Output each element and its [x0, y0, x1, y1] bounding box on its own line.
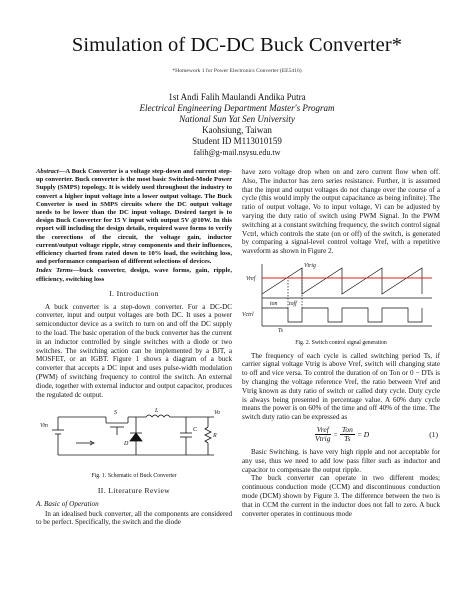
author-email[interactable]: falih@g-mail.nsysu.edu.tw [193, 148, 281, 157]
author-location: Kaohsiung, Taiwan [202, 125, 272, 135]
left-column [36, 168, 232, 527]
eq-fraction-ton-ts [340, 426, 355, 445]
schematic-label-capacitor: C [193, 427, 198, 434]
label-vtrig: Vtrig [304, 262, 316, 269]
label-vctrl: Vctrl [242, 311, 254, 318]
eq-numerator-ton: Ton [341, 424, 353, 434]
abstract [36, 168, 232, 266]
label-ts: Ts [278, 327, 283, 334]
duty-cycle-paragraph: The frequency of each cycle is called switching period Ts, if carrier signal voltage Vtrig is above Vref, switch will changing state to off and vice versa. To control the duration of on Ton or 0 − DTs is by changing the voltage reference Vref, the ratio between Vref and Vtrig known as duty ratio of switch or called duty cycle. Duty cycle is always being presented in percentage value. A 60% duty cycle means the power is on 60% of the time and off 40% of the time. The switch duty ratio can be expressed as [242, 351, 440, 422]
author-name: 1st Andi Falih Maulandi Andika Putra [168, 92, 306, 102]
buck-converter-schematic [36, 403, 232, 467]
eq-rhs: = D [356, 429, 370, 439]
equation-1 [242, 422, 440, 448]
right-column [242, 168, 440, 518]
author-student-id: Student ID M113010159 [192, 136, 282, 146]
label-ton: ton [270, 300, 278, 307]
figure-2 [242, 260, 440, 348]
figure-1-caption: Fig. 1. Schematic of Buck Converter [91, 473, 177, 480]
pwm-signal-diagram [242, 260, 440, 334]
literature-paragraph: In an idealised buck converter, all the components are considered to be perfect. Specifically, the switch and the diode [36, 509, 232, 527]
operation-paragraph-continued: have zero voltage drop when on and zero current flow when off. Also, The inductor has zero series resistance. Further, it is assumed that the input and output voltages do not change over the course of a cycle (this would imply the output capacitance as being infinite). The ratio of output voltage, Vo to input voltage, Vi can be adjusted by varying the duty ratio of switch using PWM Signal. In the PWM switching at a constant switching frequency, the switch control signal Vctrl, which controls the state (on or off) of the switch, is generated by comparing a signal-level control voltage Vref, with a repetitive waveform as shown in Figure 2. [242, 168, 440, 256]
index-terms-lead: Index Terms [36, 267, 73, 275]
abstract-text: —A Buck Converter is a voltage step-down and current step-up converter. Buck converter is the most basic Switched-Mode Power Supply (SMPS) topology. It is widely used throughout the industry to convert a higher input voltage into a lower output voltage. The Buck Converter is used in SMPS circuits where the DC output voltage needs to be lower than the DC input voltage. Desired target is to design Buck Converter for 15 V input with output 5V @10W. In this report will including the design details, required wave forms to verify the corrections of the circuit, the voltage gain, inductor current/output voltage ripple, stray components and their influences, efficiency charted from rated down to 10% load, the switching loss, and performance comparison of different selections of devices. [36, 168, 232, 266]
author-university: National Sun Yat Sen University [179, 114, 295, 124]
label-vref: Vref [246, 275, 256, 282]
eq-denominator-ts: Ts [344, 434, 351, 444]
equation-number: (1) [429, 429, 438, 439]
author-block [0, 92, 474, 158]
figure-1 [36, 403, 232, 481]
introduction-paragraph: A buck converter is a step-down converter. For a DC-DC converter, input and output voltages are both DC. It uses a power semiconductor device as a switch to turn on and off the DC supply to the load. The basic operation of the buck converter has the current in an inductor controlled by single switches with a diode or two switches. The switching action can be implemented by a BJT, a MOSFET, or an IGBT. Figure 1 shows a diagram of a buck converter that accepts a DC input and uses pulse-width modulation (PWM) of switching frequency to control the switch. An external diode, together with external inductor and output capacitor, produces the regulated dc output. [36, 302, 232, 399]
figure-2-caption: Fig. 2. Switch control signal generation [295, 339, 387, 346]
schematic-label-resistor: R [213, 433, 217, 440]
subsection-basic-of-operation: A. Basic of Operation [36, 499, 99, 508]
schematic-label-diode: D [124, 441, 129, 448]
abstract-lead: Abstract [36, 168, 59, 175]
eq-denominator-vtrig: Vtrig [315, 434, 331, 444]
index-terms [36, 267, 232, 283]
author-department: Electrical Engineering Department Master's Program [139, 103, 335, 113]
schematic-label-inductor: L [155, 408, 159, 415]
section-heading-literature-review: II. Literature Review [97, 486, 171, 495]
eq-equals: = [332, 429, 338, 439]
schematic-label-switch: S [114, 410, 117, 417]
label-toff: toff [289, 300, 297, 307]
title-footnote: *Homework 1 for Power Electronics Converter (EE5416) [172, 68, 302, 74]
schematic-label-vin: Vin [40, 423, 48, 430]
eq-numerator-vref: Vref [316, 424, 329, 434]
paper-title: Simulation of DC-DC Buck Converter* [71, 34, 403, 56]
modes-paragraph: The buck converter can operate in two different modes; continuous conduction mode (CCM) and discontinuous conduction mode (DCM) shown by Figure 3. The difference between the two is that in CCM the current in the inductor does not fall to zero. A buck converter operates in continuous mode [242, 474, 440, 518]
ripple-paragraph: Basic Switching, is have very high ripple and not acceptable for any use, thus we need to add low pass filter such as inductor and capacitor to compensate the output ripple. [242, 447, 440, 474]
index-terms-text: —buck converter, design, wave forms, gain, ripple, efficiency, switching loss [36, 267, 232, 283]
eq-fraction-ref-trig [315, 426, 331, 445]
schematic-label-vo: Vo [214, 410, 220, 417]
section-heading-introduction: I. Introduction [109, 288, 159, 298]
